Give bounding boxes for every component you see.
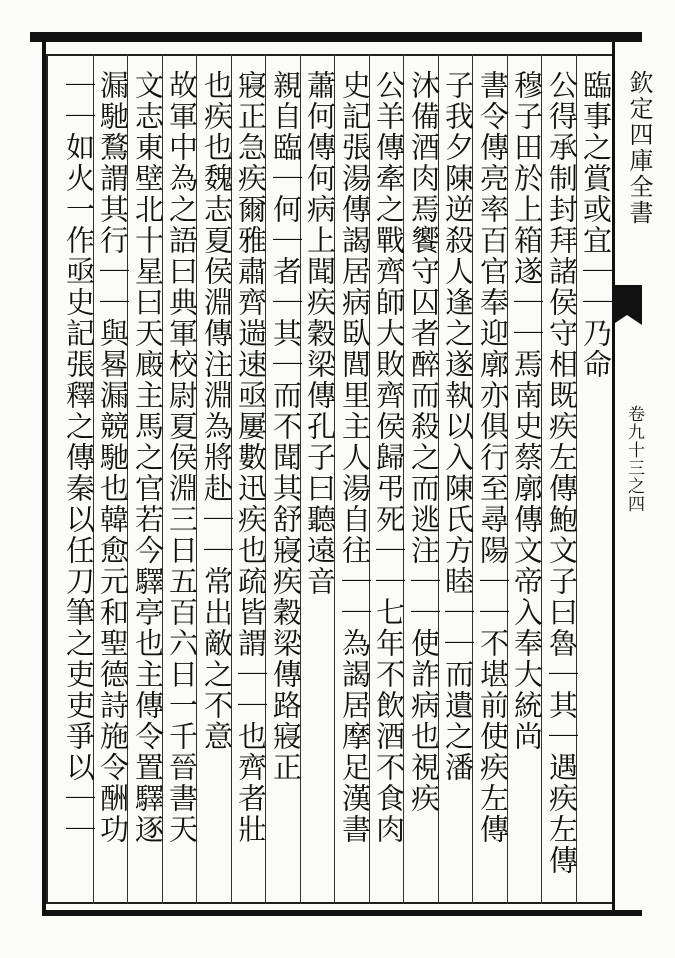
text-column-2: 公得承制封拜諸侯守相既疾左傳鮑文子曰魯｜其｜遇疾左傳	[545, 70, 579, 876]
text-column-3: 穆子田於上箱遂｜｜焉南史蔡廓傳文帝入奉大統尚	[510, 70, 544, 752]
book-title-header: 欽定四庫全書	[625, 70, 653, 226]
text-column-6: 沐備酒肉焉饗守囚者醉而殺之而逃注｜｜使詐病也視疾	[407, 70, 441, 814]
inner-border-left	[46, 54, 48, 904]
text-column-13: 故軍中為之語曰典軍校尉夏侯淵三日五百六日一千晉書天	[165, 70, 199, 845]
text-column-16: ｜｜如火一作亟史記張釋之傳秦以任刀筆之吏吏爭以｜｜	[62, 70, 96, 845]
text-column-14: 文志東壁北十星曰天廄主馬之官若今驛亭也主傳令置驛逐	[131, 70, 165, 845]
inner-border-bottom	[46, 902, 612, 904]
text-column-1: 臨事之賞或宜｜｜乃命	[579, 70, 613, 380]
text-column-4: 書令傳亮率百官奉迎廓亦俱行至尋陽｜｜不堪前使疾左傳	[476, 70, 510, 845]
text-column-12: 也疾也魏志夏侯淵傳注淵為將赴｜｜常出敵之不意	[200, 70, 234, 752]
inner-border-top	[46, 54, 612, 56]
text-column-7: 公羊傳牽之戰齊師大敗齊侯歸弔死｜｜七年不飲酒不食肉	[372, 70, 406, 845]
border-top	[30, 32, 642, 42]
text-column-10: 親自臨｜何｜者｜其｜而不聞其舒寢疾穀梁傳路寢正	[269, 70, 303, 783]
text-column-9: 蕭何傳何病上聞疾穀梁傳孔子曰聽遠音	[303, 70, 337, 597]
text-column-8: 史記張湯傳謁居病臥閭里主人湯自往｜｜為謁居摩足漢書	[338, 70, 372, 845]
text-column-5: 子我夕陳逆殺人逢之遂執以入陳氏方睦｜｜而遺之潘	[441, 70, 475, 783]
border-bottom	[42, 910, 642, 916]
juan-number: 卷九十三之四	[624, 405, 644, 513]
text-column-15: 漏馳鶩謂其行｜｜與晷漏競馳也韓愈元和聖德詩施令酬功	[96, 70, 130, 845]
text-column-11: 寢正急疾爾雅肅齊遄速亟屢數迅疾也疏皆謂｜｜也齊者壯	[234, 70, 268, 845]
